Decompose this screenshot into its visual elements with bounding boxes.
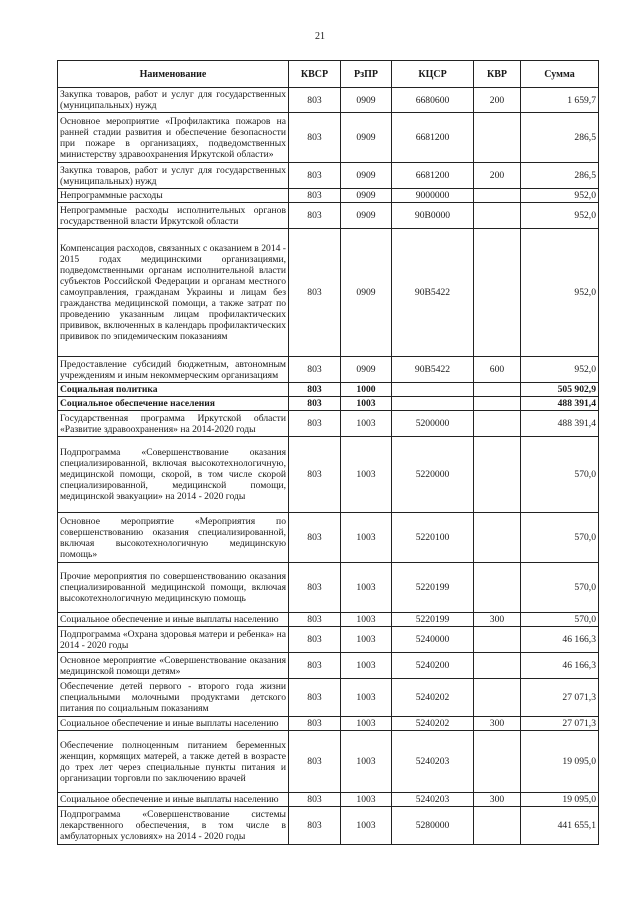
row-kvsr: 803 [289,163,341,189]
row-kvsr: 803 [289,88,341,113]
row-rzpr: 1003 [341,627,392,653]
row-sum: 952,0 [521,189,599,203]
row-name: Социальное обеспечение и иные выплаты населению [58,793,289,807]
row-sum: 286,5 [521,113,599,163]
row-rzpr: 0909 [341,189,392,203]
table-row [58,203,599,229]
row-kvr [474,513,521,563]
row-kvsr: 803 [289,627,341,653]
row-rzpr: 1003 [341,613,392,627]
row-kcsr: 5280000 [392,807,474,845]
row-rzpr: 1000 [341,383,392,397]
row-name: Подпрограмма «Совершенствование оказания специализированной, включая высокотехнологичную, медицинской помощи, скорой, в том числе скорой специализированной, медицинской помощи, медицинской эвакуации» на 2014 - 2020 годы [58,437,289,513]
table-row [58,229,599,357]
row-rzpr: 1003 [341,807,392,845]
table-body [58,88,599,845]
row-kcsr: 5240000 [392,627,474,653]
row-kcsr [392,383,474,397]
row-rzpr: 1003 [341,411,392,437]
row-kvr: 300 [474,793,521,807]
row-kvsr: 803 [289,203,341,229]
row-sum: 19 095,0 [521,793,599,807]
row-kcsr: 5220100 [392,513,474,563]
row-rzpr: 1003 [341,731,392,793]
row-kvr [474,627,521,653]
table-row [58,793,599,807]
row-name: Социальное обеспечение и иные выплаты населению [58,613,289,627]
row-sum: 441 655,1 [521,807,599,845]
row-rzpr: 1003 [341,563,392,613]
row-kcsr: 5220199 [392,563,474,613]
row-sum: 27 071,3 [521,679,599,717]
table-row [58,163,599,189]
table-row [58,807,599,845]
row-sum: 46 166,3 [521,653,599,679]
row-kvsr: 803 [289,189,341,203]
row-rzpr: 1003 [341,653,392,679]
row-name: Прочие мероприятия по совершенствованию оказания специализированной медицинской помощи, включая высокотехнологичную медицинскую помощь [58,563,289,613]
table-row [58,113,599,163]
row-kvsr: 803 [289,229,341,357]
row-name: Основное мероприятие «Мероприятия по совершенствованию оказания специализированной, включая высокотехнологичную медицинскую помощь» [58,513,289,563]
column-header-kvr: КВР [474,61,521,88]
row-rzpr: 1003 [341,513,392,563]
row-kcsr: 5220000 [392,437,474,513]
row-rzpr: 0909 [341,203,392,229]
row-name: Закупка товаров, работ и услуг для государственных (муниципальных) нужд [58,88,289,113]
row-kcsr: 90В0000 [392,203,474,229]
row-rzpr: 1003 [341,793,392,807]
row-kvr: 200 [474,163,521,189]
row-kvr: 300 [474,613,521,627]
row-kcsr: 5240203 [392,793,474,807]
row-kcsr: 90В5422 [392,229,474,357]
column-header-kvsr: КВСР [289,61,341,88]
row-name: Социальное обеспечение населения [58,397,289,411]
row-kvr [474,653,521,679]
row-sum: 46 166,3 [521,627,599,653]
table-row [58,357,599,383]
row-rzpr: 1003 [341,397,392,411]
row-kcsr: 9000000 [392,189,474,203]
row-kvr [474,807,521,845]
row-name: Компенсация расходов, связанных с оказанием в 2014 - 2015 годах медицинскими организациями, подведомственными органам исполнительной власти субъектов Российской Федерации и органам местного самоуправления, гражданам Украины и лицам без гражданства медицинской помощи, а также затрат по проведению указанным лицам профилактических прививок, включенных в календарь профилактических прививок по эпидемическим показаниям [58,229,289,357]
row-sum: 570,0 [521,513,599,563]
row-rzpr: 1003 [341,679,392,717]
row-name: Основное мероприятие «Совершенствование оказания медицинской помощи детям» [58,653,289,679]
row-kvsr: 803 [289,793,341,807]
row-kvr [474,731,521,793]
row-rzpr: 0909 [341,88,392,113]
row-name: Подпрограмма «Охрана здоровья матери и ребенка» на 2014 - 2020 годы [58,627,289,653]
column-header-kcsr: КЦСР [392,61,474,88]
row-sum: 286,5 [521,163,599,189]
row-kvsr: 803 [289,653,341,679]
table-row [58,411,599,437]
row-kvsr: 803 [289,357,341,383]
row-name: Обеспечение детей первого - второго года жизни специальными молочными продуктами детского питания по социальным показаниям [58,679,289,717]
row-kvr [474,563,521,613]
row-kvr: 300 [474,717,521,731]
row-kvsr: 803 [289,411,341,437]
row-sum: 27 071,3 [521,717,599,731]
row-kcsr: 5240203 [392,731,474,793]
row-kcsr: 6680600 [392,88,474,113]
row-rzpr: 1003 [341,717,392,731]
row-name: Закупка товаров, работ и услуг для государственных (муниципальных) нужд [58,163,289,189]
table-row [58,717,599,731]
row-kcsr: 5240202 [392,679,474,717]
row-kvr: 600 [474,357,521,383]
table-row [58,88,599,113]
row-kcsr: 5220199 [392,613,474,627]
row-kvsr: 803 [289,613,341,627]
row-kcsr: 6681200 [392,113,474,163]
row-kvr [474,679,521,717]
row-kvr [474,113,521,163]
row-rzpr: 0909 [341,113,392,163]
row-kvr [474,189,521,203]
row-name: Подпрограмма «Совершенствование системы лекарственного обеспечения, в том числе в амбулаторных условиях» на 2014 - 2020 годы [58,807,289,845]
table-row [58,513,599,563]
table-row [58,383,599,397]
row-rzpr: 0909 [341,229,392,357]
row-kvsr: 803 [289,113,341,163]
row-sum: 19 095,0 [521,731,599,793]
row-kvr [474,383,521,397]
table-row [58,731,599,793]
row-name: Социальная политика [58,383,289,397]
row-sum: 952,0 [521,357,599,383]
table-row [58,189,599,203]
row-kvsr: 803 [289,807,341,845]
row-sum: 488 391,4 [521,411,599,437]
row-name: Социальное обеспечение и иные выплаты населению [58,717,289,731]
table-row [58,653,599,679]
table-header-row [58,61,599,88]
row-sum: 570,0 [521,563,599,613]
row-sum: 952,0 [521,229,599,357]
row-rzpr: 0909 [341,163,392,189]
row-sum: 488 391,4 [521,397,599,411]
row-sum: 505 902,9 [521,383,599,397]
row-kcsr: 5240202 [392,717,474,731]
row-kvsr: 803 [289,383,341,397]
row-kvsr: 803 [289,513,341,563]
row-name: Обеспечение полноценным питанием беременных женщин, кормящих матерей, а также детей в возрасте до трех лет через специальные пункты питания и организации торговли по заключению врачей [58,731,289,793]
column-header-name: Наименование [58,61,289,88]
row-sum: 570,0 [521,437,599,513]
row-name: Государственная программа Иркутской области «Развитие здравоохранения» на 2014-2020 годы [58,411,289,437]
budget-table [57,60,599,845]
row-kcsr: 5240200 [392,653,474,679]
row-kvr [474,411,521,437]
row-kvr [474,437,521,513]
row-kvr [474,397,521,411]
row-name: Непрограммные расходы исполнительных органов государственной власти Иркутской области [58,203,289,229]
row-name: Непрограммные расходы [58,189,289,203]
table-row [58,613,599,627]
table-row [58,437,599,513]
column-header-rzpr: РзПР [341,61,392,88]
row-sum: 1 659,7 [521,88,599,113]
row-kvr [474,203,521,229]
row-kvsr: 803 [289,437,341,513]
row-kvsr: 803 [289,397,341,411]
row-kvsr: 803 [289,717,341,731]
row-sum: 570,0 [521,613,599,627]
table-row [58,679,599,717]
row-kcsr: 90В5422 [392,357,474,383]
row-kvr [474,229,521,357]
row-sum: 952,0 [521,203,599,229]
row-kcsr: 5200000 [392,411,474,437]
row-kcsr: 6681200 [392,163,474,189]
row-rzpr: 1003 [341,437,392,513]
row-kvsr: 803 [289,563,341,613]
table-row [58,563,599,613]
table-row [58,627,599,653]
row-kvsr: 803 [289,679,341,717]
row-kvr: 200 [474,88,521,113]
row-name: Основное мероприятие «Профилактика пожаров на ранней стадии развития и обеспечение безопасности при пожаре в организациях, подведомственных министерству здравоохранения Иркутской области» [58,113,289,163]
row-kvsr: 803 [289,731,341,793]
row-kcsr [392,397,474,411]
row-rzpr: 0909 [341,357,392,383]
row-name: Предоставление субсидий бюджетным, автономным учреждениям и иным некоммерческим организациям [58,357,289,383]
column-header-sum: Сумма [521,61,599,88]
table-row [58,397,599,411]
page-number: 21 [315,31,325,42]
